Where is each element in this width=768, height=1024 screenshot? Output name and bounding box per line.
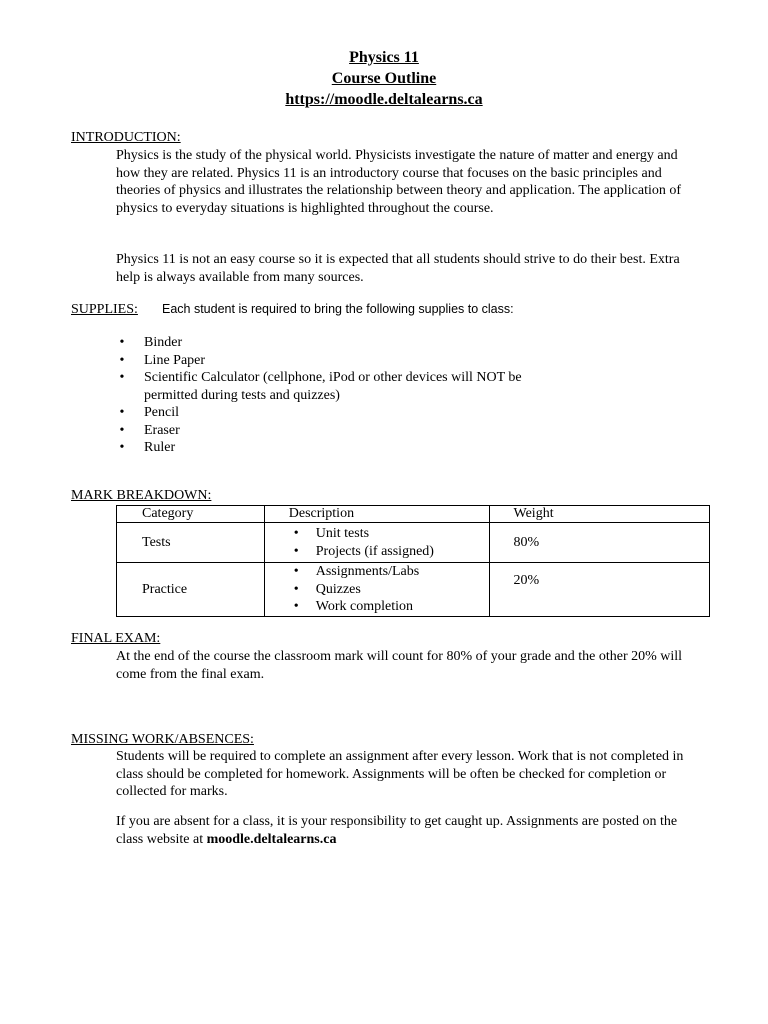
- table-row: [117, 523, 710, 563]
- description-cell: [264, 563, 489, 617]
- supplies-intro: Each student is required to bring the following supplies to class:: [162, 302, 514, 316]
- column-header-description: Description: [264, 506, 489, 523]
- course-url-link[interactable]: https://moodle.deltalearns.ca: [285, 91, 483, 108]
- list-item: • Scientific Calculator (cellphone, iPod or other devices will NOT be permitted during tests and quizzes): [119, 370, 522, 403]
- table-row: [117, 563, 710, 617]
- list-item: • Quizzes: [293, 581, 361, 597]
- mark-breakdown-heading: MARK BREAKDOWN:: [71, 488, 212, 503]
- supplies-heading: SUPPLIES:: [71, 302, 138, 317]
- document-title: Physics 11: [349, 49, 419, 66]
- category-cell: Practice: [117, 563, 265, 617]
- mark-breakdown-table: [116, 505, 710, 617]
- document-subtitle: Course Outline: [331, 70, 437, 87]
- final-exam-paragraph: At the end of the course the classroom mark will count for 80% of your grade and the other 20% will come from the final exam.: [116, 649, 683, 682]
- class-website-link[interactable]: moodle.deltalearns.ca: [206, 831, 337, 847]
- introduction-paragraph-1: Physics is the study of the physical world. Physicists investigate the nature of matter and energy and how they are related. Physics 11 is an introductory course that focuses on the basic principles and theories of physics and illustrates the relationship between theory and application. The application of physics to everyday situations is highlighted throughout the course.: [116, 148, 682, 216]
- introduction-paragraph-2: Physics 11 is not an easy course so it is expected that all students should strive to do their best. Extra help is always available from many sources.: [116, 252, 680, 285]
- supplies-list: [116, 334, 536, 457]
- list-item: • Binder: [119, 335, 183, 350]
- list-item: • Eraser: [119, 422, 180, 438]
- list-item: • Line Paper: [119, 352, 206, 368]
- column-header-weight: Weight: [489, 506, 710, 523]
- description-cell: [264, 523, 489, 563]
- category-cell: Tests: [117, 523, 265, 563]
- missing-work-heading: MISSING WORK/ABSENCES:: [71, 732, 254, 747]
- list-item: • Ruler: [119, 440, 176, 455]
- table-header-row: [117, 506, 710, 523]
- list-item: • Assignments/Labs: [293, 564, 420, 579]
- weight-cell: 80%: [489, 523, 710, 563]
- list-item: • Projects (if assigned): [293, 543, 434, 559]
- weight-cell: 20%: [489, 563, 710, 617]
- list-item: • Unit tests: [293, 526, 370, 541]
- final-exam-heading: FINAL EXAM:: [71, 631, 161, 646]
- list-item: • Work completion: [293, 599, 413, 614]
- missing-work-paragraph-2-text: If you are absent for a class, it is your responsibility to get caught up. Assignments are posted on the class website at: [116, 814, 678, 847]
- column-header-category: Category: [117, 506, 265, 523]
- introduction-heading: INTRODUCTION:: [71, 130, 181, 145]
- missing-work-paragraph-1: Students will be required to complete an assignment after every lesson. Work that is not completed in class should be completed for homework. Assignments will be often be checked for completion or collected for marks.: [116, 749, 684, 799]
- missing-work-paragraph-2: [116, 813, 691, 848]
- list-item: • Pencil: [119, 405, 179, 420]
